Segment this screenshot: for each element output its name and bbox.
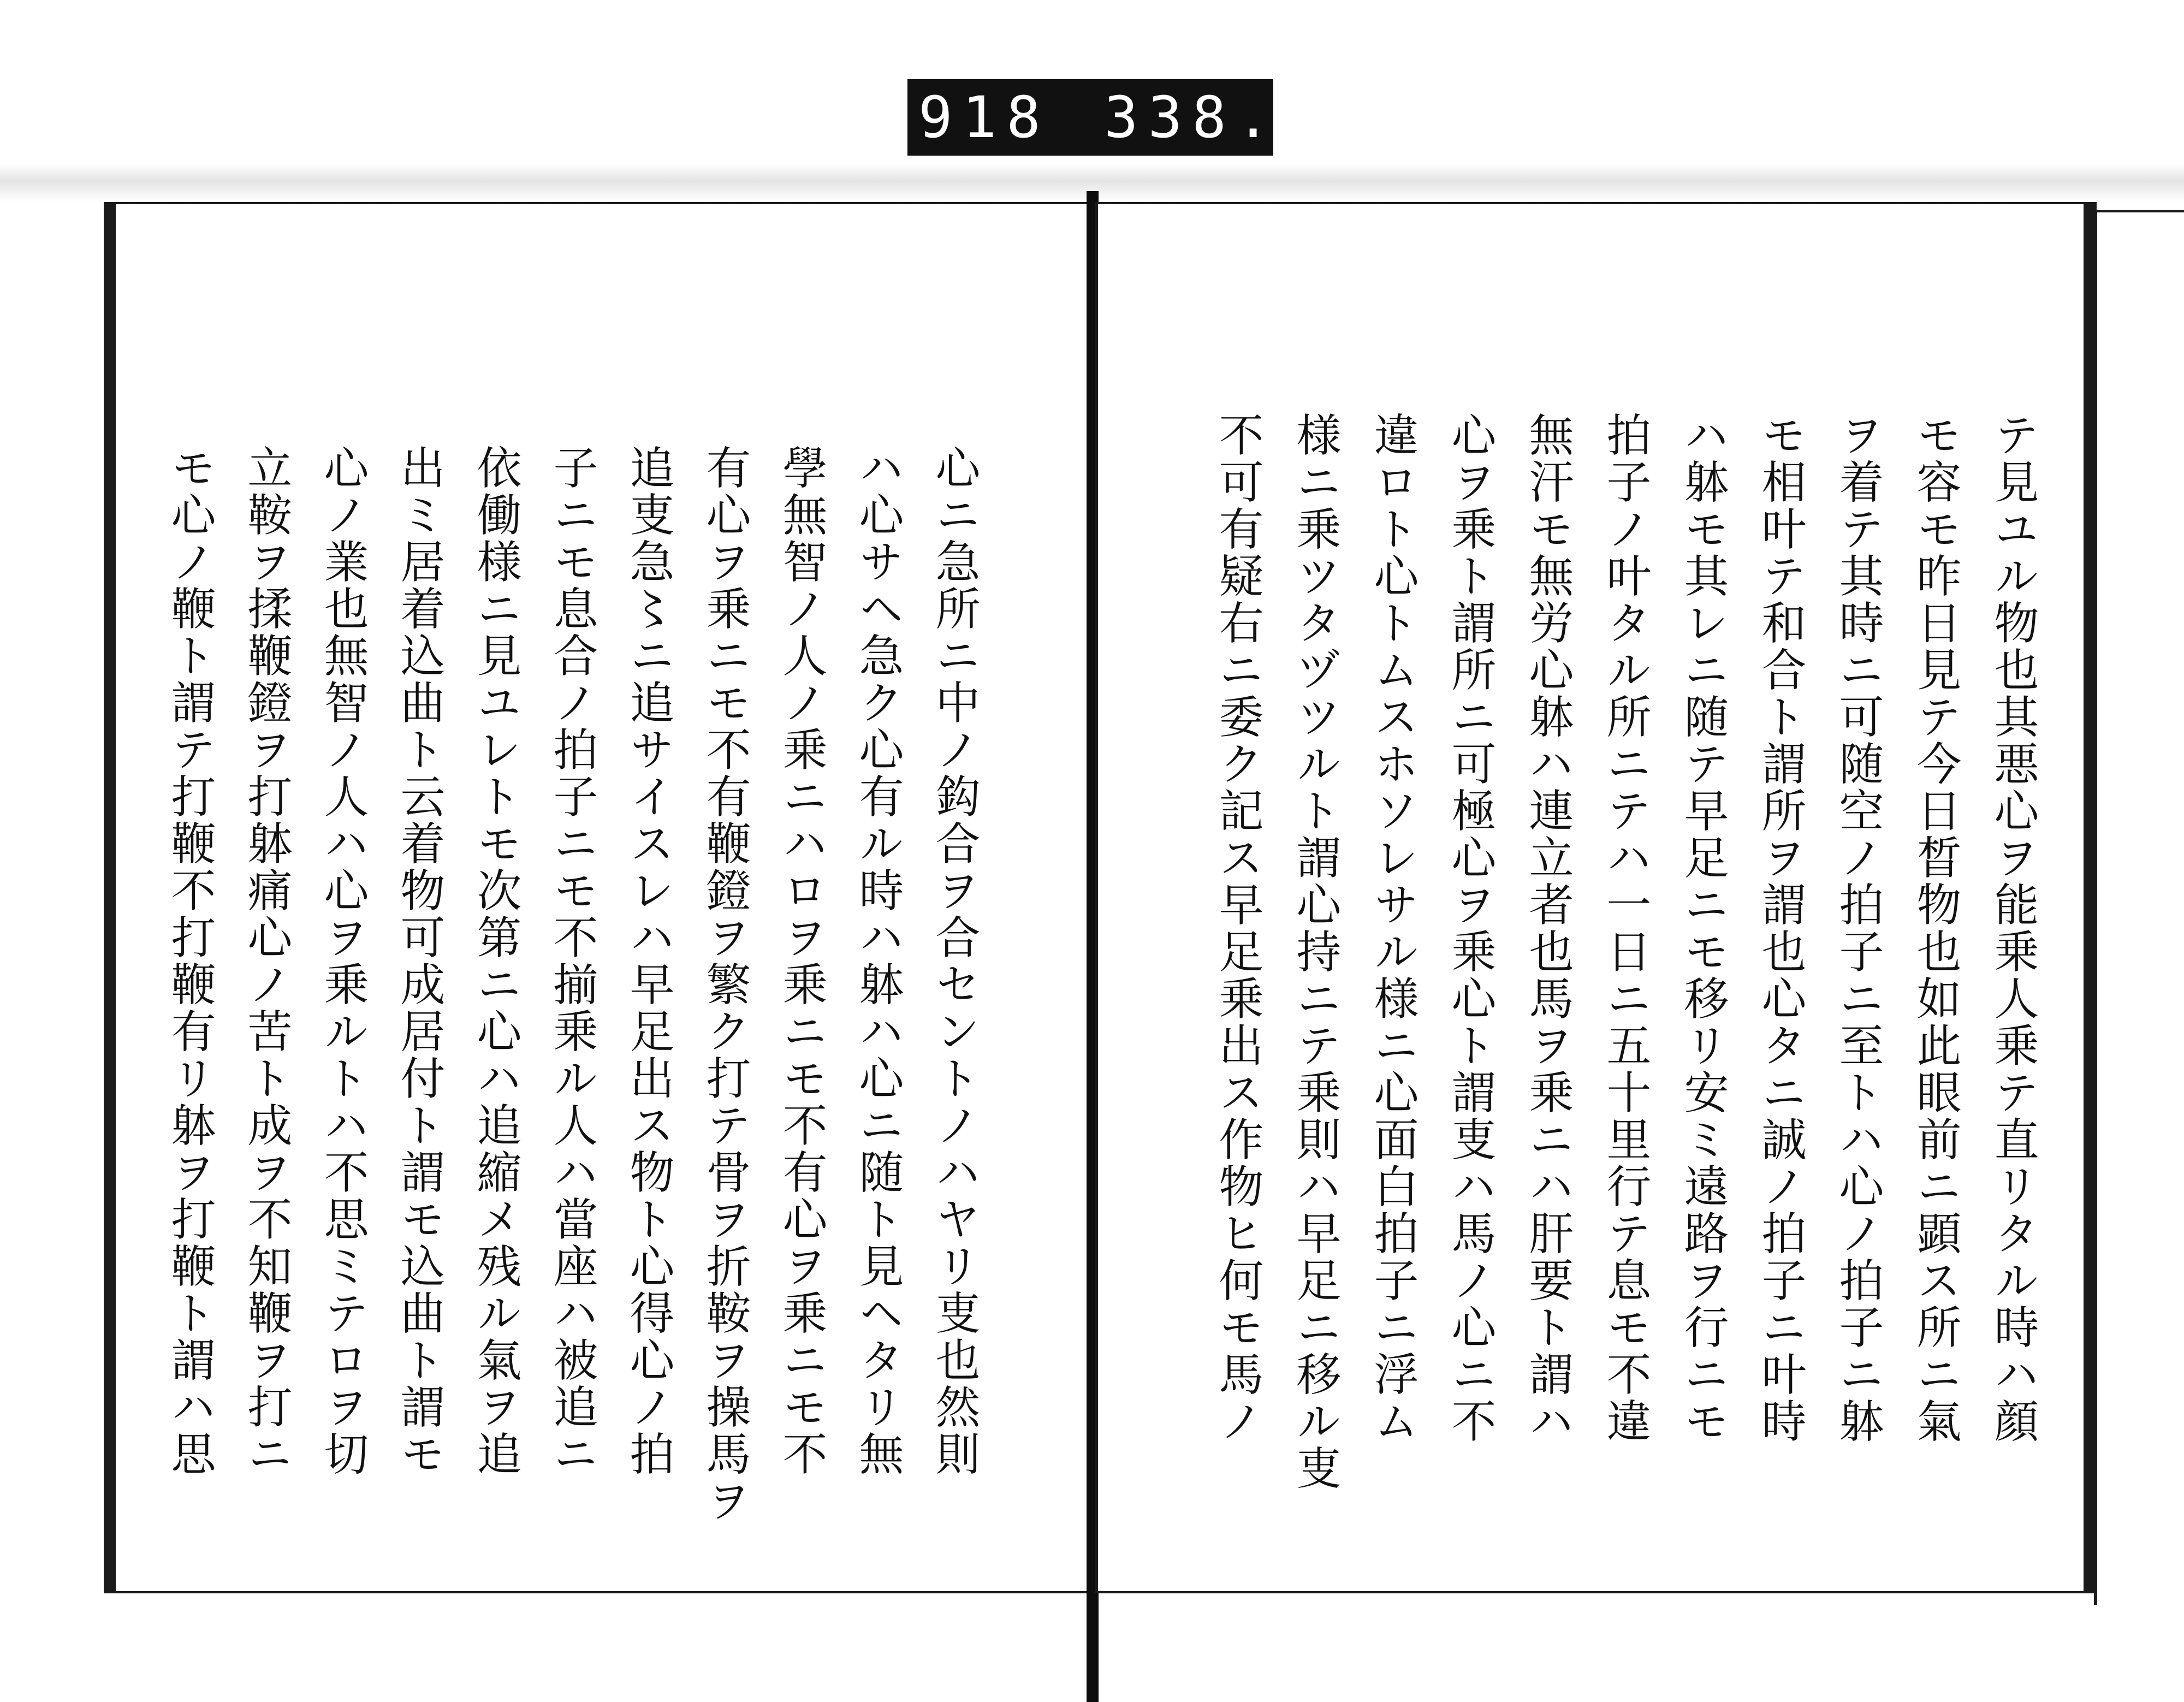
left-page-column: ハ心サヘ急ク心有ル時ハ躰ハ心ニ随ト見ヘタリ無 — [852, 444, 904, 1478]
archive-label — [907, 79, 1280, 156]
right-page-column: 様ニ乗ツタヅツルト謂心持ニテ乗則ハ早足ニ移ル叓 — [1289, 412, 1341, 1492]
archive-number-right: 338. — [1104, 84, 1280, 151]
right-page-column: 心ヲ乗ト謂所ニ可極心ヲ乗心ト謂叓ハ馬ノ心ニ不 — [1444, 412, 1496, 1445]
left-page-column: 子ニモ息合ノ拍子ニモ不揃乗ル人ハ當座ハ被追ニ — [546, 444, 598, 1478]
left-page-column: 心ノ業也無智ノ人ハ心ヲ乗ルトハ不思ミテロヲ切 — [317, 444, 369, 1478]
next-page-edge — [2094, 210, 2184, 1605]
right-page-column: モ容モ昨日見テ今日晳物也如此眼前ニ顕ス所ニ氣 — [1909, 412, 1961, 1445]
left-page-column: 心ニ急所ニ中ノ鈎合ヲ合セントノハヤリ叓也然則 — [928, 444, 980, 1478]
left-page-column: 學無智ノ人ノ乗ニハロヲ乗ニモ不有心ヲ乗ニモ不 — [775, 444, 827, 1478]
right-page-column: 不可有疑右ニ委ク記ス早足乗出ス作物ヒ何モ馬ノ — [1212, 412, 1263, 1445]
right-page-column: モ相叶テ和合ト謂所ヲ謂也心タニ誠ノ拍子ニ叶時 — [1754, 412, 1806, 1445]
right-page-column: 違ロト心トムスホソレサル様ニ心面白拍子ニ浮ム — [1367, 412, 1419, 1445]
archive-number-left: 918 — [918, 84, 1051, 151]
left-page-column: 依働様ニ見ユレトモ次第ニ心ハ追縮メ残ル氣ヲ追 — [470, 444, 521, 1478]
right-page-column: 拍子ノ叶タル所ニテハ一日ニ五十里行テ息モ不違 — [1599, 412, 1651, 1445]
right-page-column: テ見ユル物也其悪心ヲ能乗人乗テ直リタル時ハ顔 — [1987, 412, 2039, 1445]
left-page-column: 立鞍ヲ揉鞭鐙ヲ打躰痛心ノ苦ト成ヲ不知鞭ヲ打ニ — [240, 444, 292, 1478]
left-page-column: 追叓急〻ニ追サイスレハ早足出ス物ト心得心ノ拍 — [622, 444, 674, 1478]
right-page — [1095, 202, 2097, 1593]
right-page-column: ヲ着テ其時ニ可随空ノ拍子ニ至トハ心ノ拍子ニ躰 — [1832, 412, 1884, 1445]
left-page-column: 出ミ居着込曲ト云着物可成居付ト謂モ込曲ト謂モ — [393, 444, 445, 1478]
left-page-column: モ心ノ鞭ト謂テ打鞭不打鞭有リ躰ヲ打鞭ト謂ハ思 — [164, 444, 216, 1478]
right-page-column: ハ躰モ其レニ随テ早足ニモ移リ安ミ遠路ヲ行ニモ — [1677, 412, 1729, 1445]
left-page-column: 有心ヲ乗ニモ不有鞭鐙ヲ繁ク打テ骨ヲ折鞍ヲ操馬ヲ — [699, 444, 751, 1525]
left-page — [104, 202, 1107, 1593]
right-page-column: 無汗モ無労心躰ハ連立者也馬ヲ乗ニハ肝要ト謂ハ — [1522, 412, 1574, 1445]
